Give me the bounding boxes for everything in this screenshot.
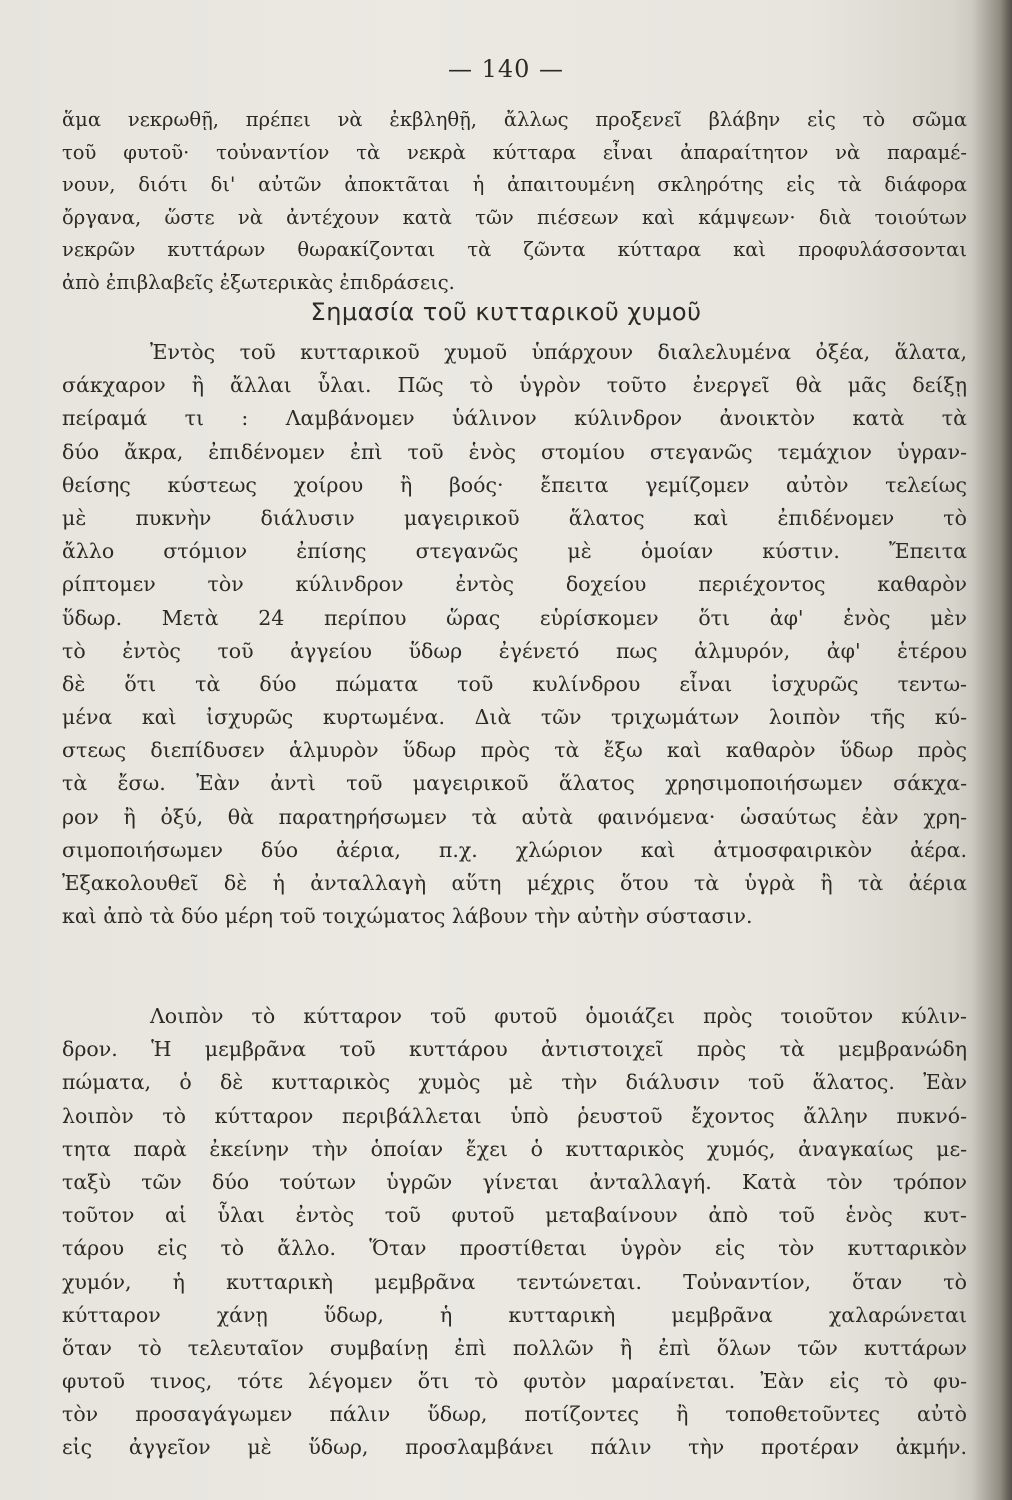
text-line: σάκχαρον ἢ ἄλλαι ὗλαι. Πῶς τὸ ὑγρὸν τοῦτο ἐνεργεῖ θὰ μᾶς δείξῃ <box>62 373 967 398</box>
text-line: ρίπτομεν τὸν κύλινδρον ἐντὸς δοχείου περιέχοντος καθαρὸν <box>62 572 967 597</box>
text-line: σιμοποιήσωμεν δύο ἀέρια, π.χ. χλώριον καὶ ἀτμοσφαιρικὸν ἀέρα. <box>62 837 967 862</box>
text-line: εἰς ἀγγεῖον μὲ ὕδωρ, προσλαμβάνει πάλιν τὴν προτέραν ἀκμήν. <box>62 1435 967 1460</box>
text-line: ὄργανα, ὥστε νὰ ἀντέχουν κατὰ τῶν πιέσεων καὶ κάμψεων· διὰ τοιούτων <box>62 205 967 229</box>
text-line: δρον. Ἡ μεμβρᾶνα τοῦ κυττάρου ἀντιστοιχεῖ πρὸς τὰ μεμβρανώδη <box>62 1037 967 1062</box>
text-line: λοιπὸν τὸ κύτταρον περιβάλλεται ὑπὸ ῥευστοῦ ἔχοντος ἄλλην πυκνό- <box>62 1103 967 1128</box>
page-number: — 140 — <box>447 55 565 83</box>
text-line: τοῦτον αἱ ὗλαι ἐντὸς τοῦ φυτοῦ μεταβαίνουν ἀπὸ τοῦ ἑνὸς κυτ- <box>62 1203 967 1228</box>
text-line: νουν, διότι δι' αὐτῶν ἀποκτᾶται ἡ ἀπαιτουμένη σκληρότης εἰς τὰ διάφορα <box>62 173 967 196</box>
text-line: πείραμά τι : Λαμβάνομεν ὑάλινον κύλινδρον ἀνοικτὸν κατὰ τὰ <box>62 406 967 431</box>
text-line: κύτταρον χάνῃ ὕδωρ, ἡ κυτταρικὴ μεμβρᾶνα χαλαρώνεται <box>62 1302 967 1327</box>
text-line: νεκρῶν κυττάρων θωρακίζονται τὰ ζῶντα κύτταρα καὶ προφυλάσσονται <box>62 238 967 261</box>
text-line: τάρου εἰς τὸ ἄλλο. Ὅταν προστίθεται ὑγρὸν εἰς τὸν κυτταρικὸν <box>62 1236 967 1261</box>
text-line: Ἐντὸς τοῦ κυτταρικοῦ χυμοῦ ὑπάρχουν διαλελυμένα ὀξέα, ἅλατα, <box>150 340 967 364</box>
text-line: ὕδωρ. Μετὰ 24 περίπου ὥρας εὑρίσκομεν ὅτι ἀφ' ἑνὸς μὲν <box>62 605 967 630</box>
text-line: μένα καὶ ἰσχυρῶς κυρτωμένα. Διὰ τῶν τριχωμάτων λοιπὸν τῆς κύ- <box>62 705 967 730</box>
text-line: τοῦ φυτοῦ· τοὐναντίον τὰ νεκρὰ κύτταρα εἶναι ἀπαραίτητον νὰ παραμέ- <box>62 140 967 164</box>
text-line: τὸ ἐντὸς τοῦ ἀγγείου ὕδωρ ἐγένετό πως ἁλμυρόν, ἀφ' ἑτέρου <box>62 638 967 663</box>
paragraph-1 <box>62 104 967 299</box>
text-line: ἄλλο στόμιον ἐπίσης στεγανῶς μὲ ὁμοίαν κύστιν. Ἔπειτα <box>62 539 967 564</box>
text-line: τὸν προσαγάγωμεν πάλιν ὕδωρ, ποτίζοντες ἢ τοποθετοῦντες αὐτὸ <box>62 1402 967 1427</box>
text-line: τητα παρὰ ἐκείνην τὴν ὁποίαν ἔχει ὁ κυτταρικὸς χυμός, ἀναγκαίως με- <box>62 1136 967 1161</box>
text-line: Λοιπὸν τὸ κύτταρον τοῦ φυτοῦ ὁμοιάζει πρὸς τοιοῦτον κύλιν- <box>150 1004 967 1028</box>
page-edge-shadow <box>972 0 1012 1500</box>
text-line: ταξὺ τῶν δύο τούτων ὑγρῶν γίνεται ἀνταλλαγή. Κατὰ τὸν τρόπον <box>62 1169 967 1194</box>
text-line: ὅταν τὸ τελευταῖον συμβαίνῃ ἐπὶ πολλῶν ἢ ἐπὶ ὅλων τῶν κυττάρων <box>62 1335 967 1360</box>
text-line: στεως διεπίδυσεν ἁλμυρὸν ὕδωρ πρὸς τὰ ἔξω καὶ καθαρὸν ὕδωρ πρὸς <box>62 738 967 763</box>
paragraph-3 <box>62 1000 967 1465</box>
text-line: δύο ἄκρα, ἐπιδένομεν ἐπὶ τοῦ ἑνὸς στομίου στεγανῶς τεμάχιον ὑγραν- <box>62 439 967 464</box>
text-line: ἅμα νεκρωθῇ, πρέπει νὰ ἐκβληθῇ, ἄλλως προξενεῖ βλάβην εἰς τὸ σῶμα <box>62 108 967 131</box>
text-line: καὶ ἀπὸ τὰ δύο μέρη τοῦ τοιχώματος λάβουν τὴν αὐτὴν σύστασιν. <box>62 904 753 929</box>
text-line: Ἐξακολουθεῖ δὲ ἡ ἀνταλλαγὴ αὕτη μέχρις ὅτου τὰ ὑγρὰ ἢ τὰ ἀέρια <box>62 871 967 895</box>
text-line: δὲ ὅτι τὰ δύο πώματα τοῦ κυλίνδρου εἶναι ἰσχυρῶς τεντω- <box>62 671 967 696</box>
text-line: μὲ πυκνὴν διάλυσιν μαγειρικοῦ ἅλατος καὶ ἐπιδένομεν τὸ <box>62 505 967 530</box>
text-line: ἀπὸ ἐπιβλαβεῖς ἐξωτερικὰς ἐπιδράσεις. <box>62 270 455 294</box>
text-line: πώματα, ὁ δὲ κυτταρικὸς χυμὸς μὲ τὴν διάλυσιν τοῦ ἅλατος. Ἐὰν <box>62 1070 967 1095</box>
section-heading: Σημασία τοῦ κυτταρικοῦ χυμοῦ <box>310 298 702 326</box>
text-line: χυμόν, ἡ κυτταρικὴ μεμβρᾶνα τεντώνεται. Τοὐναντίον, ὅταν τὸ <box>62 1269 967 1294</box>
paragraph-2 <box>62 336 967 933</box>
text-line: τὰ ἔσω. Ἐὰν ἀντὶ τοῦ μαγειρικοῦ ἅλατος χρησιμοποιήσωμεν σάκχα- <box>62 771 967 796</box>
text-line: φυτοῦ τινος, τότε λέγομεν ὅτι τὸ φυτὸν μαραίνεται. Ἐὰν εἰς τὸ φυ- <box>62 1369 967 1394</box>
text-line: θείσης κύστεως χοίρου ἢ βοός· ἔπειτα γεμίζομεν αὐτὸν τελείως <box>62 472 967 497</box>
text-line: ρον ἢ ὀξύ, θὰ παρατηρήσωμεν τὰ αὐτὰ φαινόμενα· ὡσαύτως ἐὰν χρη- <box>62 804 967 829</box>
